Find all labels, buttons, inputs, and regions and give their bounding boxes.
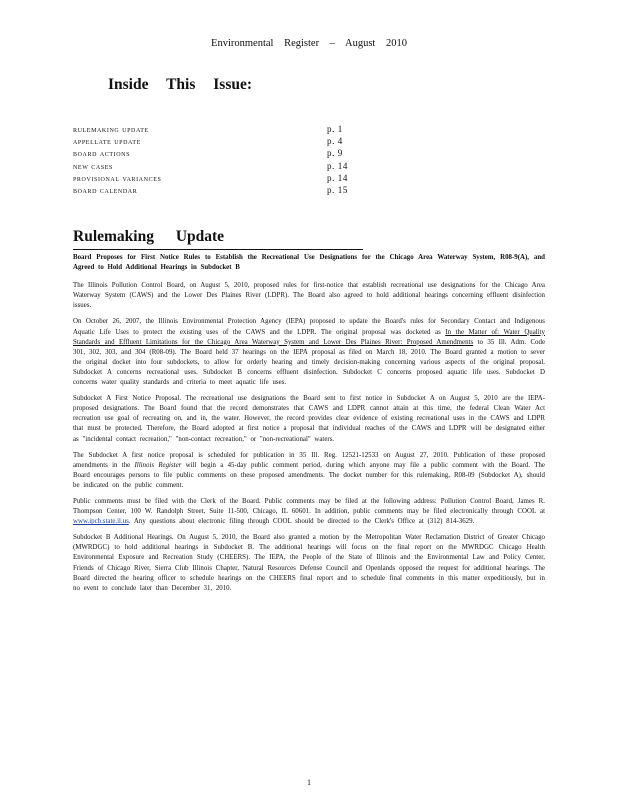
- toc-page: p. 15: [327, 184, 348, 195]
- website-link[interactable]: www.ipcb.state.il.us: [73, 518, 129, 526]
- section-divider: [73, 249, 363, 250]
- article-paragraph: Subdocket A First Notice Proposal. The recreational use designations the Board sent to first notice in Subdocket A on August 5, 2010 are the IEPA-proposed designations. The Board found that the record demonstrates that CAWS and LDPR cannot attain at this time, the federal Clean Water Act recreation use goal of recreating on, and in, the water. However, the record provides clear evidence of existing recreational uses in the CAWS and LDPR that must be protected. Therefore, the Board adopted at first notice a proposal that individual reaches of the CAWS and LDPR will be designated either as "incidental contact recreation," "non-contact recreation," or "non-recreational" waters.: [73, 395, 545, 443]
- section-title: Rulemaking Update: [73, 228, 225, 245]
- case-citation: In the Matter of: Water Quality Standards and Effluent Limitations for the Chicago Area Waterway System and Lower Des Plaines River: Proposed Amendments: [73, 328, 545, 346]
- toc-item: [73, 161, 373, 173]
- toc-label: provisional variances: [73, 172, 162, 183]
- toc-page: p. 1: [327, 124, 343, 134]
- paragraph-text: On October 26, 2007, the Illinois Environmental Protection Agency (IEPA) proposed to update the Board's rules for Secondary Contact and Indigenous Aquatic Life Uses to protect the existing uses of the CAWS and the LDPR. The original proposal was docketed as: [73, 318, 545, 336]
- article-paragraph: [73, 317, 545, 388]
- paragraph-text: The Subdocket A first notice proposal is scheduled for publication in 35 Ill. Reg. 12521-12533 on August 27, 2010. Publication of these proposed amendments in the: [73, 451, 545, 469]
- article-body: [73, 253, 545, 600]
- page-number: 1: [307, 778, 311, 787]
- toc-label: new cases: [73, 160, 113, 171]
- toc-page: p. 14: [327, 160, 348, 171]
- toc-page: p. 9: [327, 148, 343, 159]
- toc-item: [73, 124, 373, 136]
- article-paragraph: Subdocket B Additional Hearings. On August 5, 2010, the Board also granted a motion by the Metropolitan Water Reclamation District of Greater Chicago (MWRDGC) to hold additional hearings in Subdocket B. The additional hearings will focus on the final report on the MWRDGC Chicago Health Environmental Exposure and Recreation Study (CHEERS). The IEPA, the People of the State of Illinois and the Environmental Law and Policy Center, Friends of Chicago River, Sierra Club Illinois Chapter, Natural Resources Defense Council and Openlands opposed the request for additional hearings. The Board directed the hearing officer to schedule hearings on the CHEERS final report and to schedule final comments in this matter expeditiously, but in no event to conclude later than December 31, 2010.: [73, 534, 545, 592]
- paragraph-text: will begin a 45-day public comment period, during which anyone may file a public comment with the Board. The Board encourages persons to file public comments on these proposed amendments. The docket number for this rulemaking, R08-09 (Subdocket A), should be indicated on the public comment.: [73, 461, 545, 489]
- inside-issue-heading: Inside This Issue:: [108, 76, 253, 93]
- toc-label: board calendar: [73, 184, 138, 195]
- publication-name: Illinois Register: [134, 461, 182, 469]
- newsletter-header: Environmental Register – August 2010: [211, 38, 407, 49]
- toc-item: [73, 173, 373, 185]
- toc-item: [73, 148, 373, 160]
- article-paragraph: The Illinois Pollution Control Board, on August 5, 2010, proposed rules for first-notice that establish recreational use designations for the Chicago Area Waterway System (CAWS) and the Lower Des Plaines River (LDPR). The Board also agreed to hold additional hearings concerning effluent disinfection issues.: [73, 282, 545, 310]
- paragraph-text: . Any questions about electronic filing through COOL should be directed to the Clerk's Office at (312) 814-3629.: [128, 518, 475, 526]
- paragraph-text: to 35 Ill. Adm. Code 301, 302, 303, and 304 (R08-09). The Board held 37 hearings on the IEPA proposal as filed on March 18, 2010. The Board granted a motion to sever the original docket into four subdockets, to allow for orderly hearing and timely decision-making concerning various aspects of the original proposal. Subdocket A concerns recreational uses. Subdocket B concerns effluent disinfection. Subdocket C concerns proposed aquatic life uses. Subdocket D concerns water quality standards and criteria to meet aquatic life uses.: [73, 338, 546, 387]
- toc-page: p. 14: [327, 172, 348, 183]
- article-paragraph: [73, 451, 545, 491]
- toc-label: appellate update: [73, 136, 141, 147]
- table-of-contents: [73, 124, 373, 197]
- toc-page: p. 4: [327, 136, 343, 147]
- paragraph-text: Public comments must be filed with the Clerk of the Board. Public comments may be filed at the following address: Pollution Control Board, James R. Thompson Center, 100 W. Randolph Street, Suite 11-500, Chicago, IL 60601. In addition, public comments may be filed electronically through COOL at: [73, 497, 545, 516]
- toc-label: board actions: [73, 148, 131, 159]
- toc-item: [73, 185, 373, 197]
- article-lead: Board Proposes for First Notice Rules to Establish the Recreational Use Designations for the Chicago Area Waterway System, R08-9(A), and Agreed to Hold Additional Hearings in Subdocket B: [73, 254, 545, 272]
- article-paragraph: [73, 497, 545, 527]
- toc-item: [73, 136, 373, 148]
- toc-label: rulemaking update: [73, 124, 149, 134]
